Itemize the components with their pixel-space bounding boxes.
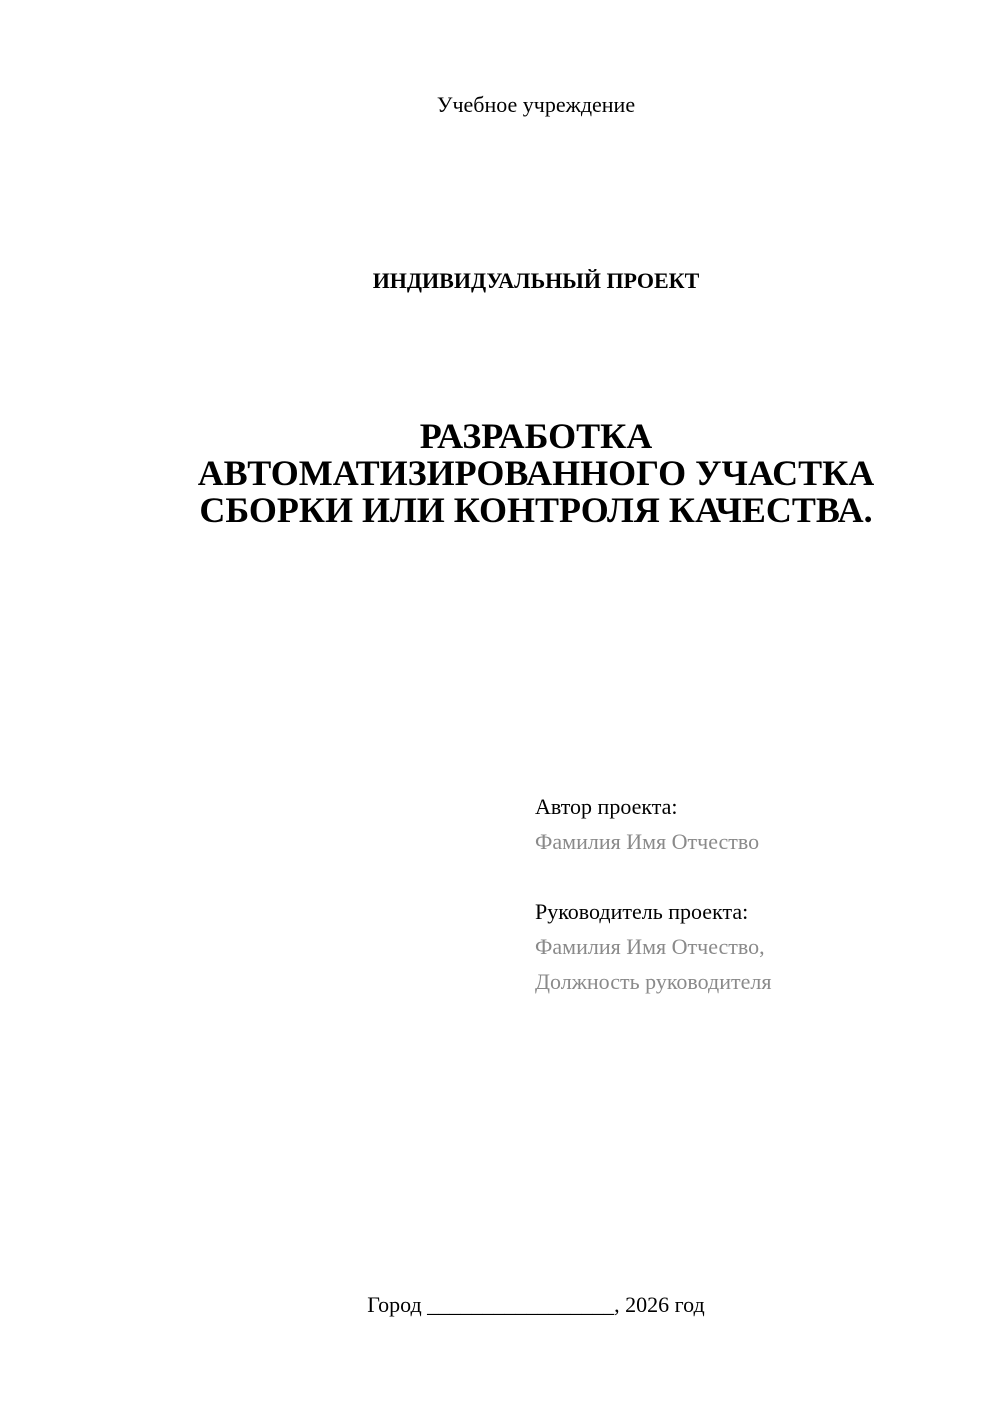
supervisor-label: Руководитель проекта: xyxy=(535,899,749,924)
title-line-2: АВТОМАТИЗИРОВАННОГО УЧАСТКА xyxy=(197,453,875,493)
author-name: Фамилия Имя Отчество xyxy=(535,829,760,854)
credits-spacer xyxy=(535,859,975,894)
document-type: ИНДИВИДУАЛЬНЫЙ ПРОЕКТ xyxy=(372,268,700,293)
credits-block xyxy=(535,789,975,999)
supervisor-name: Фамилия Имя Отчество, xyxy=(535,934,765,959)
author-label: Автор проекта: xyxy=(535,794,678,819)
title-line-1: РАЗРАБОТКА xyxy=(419,416,653,456)
title-line-3: СБОРКИ ИЛИ КОНТРОЛЯ КАЧЕСТВА. xyxy=(199,490,873,530)
institution-name: Учебное учреждение xyxy=(436,92,636,117)
document-title xyxy=(136,418,936,529)
supervisor-position: Должность руководителя xyxy=(535,969,772,994)
city-year-line: Город _________________, 2026 год xyxy=(367,1292,705,1317)
